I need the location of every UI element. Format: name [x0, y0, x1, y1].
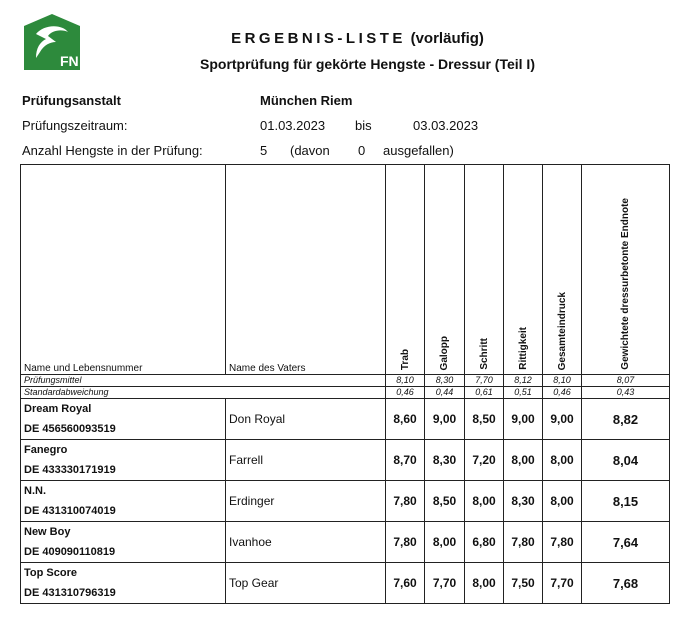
count-out: 0 — [358, 143, 366, 158]
score-cell: 8,60 — [386, 399, 425, 440]
mean-value: 8,10 — [386, 375, 425, 387]
report-title — [0, 30, 695, 47]
period-label: Prüfungszeitraum: — [22, 118, 128, 133]
score-cell: 9,00 — [543, 399, 582, 440]
period-to: 03.03.2023 — [413, 118, 479, 133]
mean-value: 8,07 — [582, 375, 670, 387]
score-cell: 8,00 — [543, 440, 582, 481]
sire-name: Don Royal — [226, 399, 386, 440]
venue-value: München Riem — [260, 93, 353, 108]
horse-number: DE 431310796319 — [24, 587, 116, 599]
score-cell: 8,30 — [425, 440, 465, 481]
score-cell: 8,00 — [465, 481, 504, 522]
table-row — [21, 440, 670, 481]
results-table — [20, 164, 670, 604]
horse-number: DE 456560093519 — [24, 423, 116, 435]
sd-value: 0,44 — [425, 387, 465, 399]
horse-number: DE 433330171919 — [24, 464, 116, 476]
count-value: 5 — [260, 143, 268, 158]
score-cell: 7,80 — [386, 481, 425, 522]
report-subtitle: Sportprüfung für gekörte Hengste - Dressur (Teil I) — [200, 56, 535, 72]
col-header-rittigkeit: Rittigkeit — [517, 327, 529, 370]
score-cell: 8,00 — [465, 563, 504, 604]
mean-value: 8,12 — [504, 375, 543, 387]
sire-name: Top Gear — [226, 563, 386, 604]
table-row — [21, 481, 670, 522]
col-name-header: Name und Lebensnummer — [24, 363, 143, 374]
mean-value: 7,70 — [465, 375, 504, 387]
score-cell: 6,80 — [465, 522, 504, 563]
score-cell: 8,50 — [425, 481, 465, 522]
count-suffix: ausgefallen) — [383, 143, 454, 158]
final-score-cell: 8,82 — [582, 399, 670, 440]
sd-value: 0,46 — [386, 387, 425, 399]
final-score-cell: 8,04 — [582, 440, 670, 481]
period-bis: bis — [355, 118, 372, 133]
sd-row — [21, 387, 670, 399]
col-header-endnote: Gewichtete dressurbetonte Endnote — [620, 198, 631, 370]
final-score-cell: 7,64 — [582, 522, 670, 563]
sd-value: 0,43 — [582, 387, 670, 399]
sire-name: Ivanhoe — [226, 522, 386, 563]
horse-name: N.N. — [24, 485, 46, 497]
final-score-cell: 7,68 — [582, 563, 670, 604]
score-cell: 7,80 — [386, 522, 425, 563]
col-header-schritt: Schritt — [478, 338, 490, 370]
score-cell: 8,50 — [465, 399, 504, 440]
score-cell: 8,30 — [504, 481, 543, 522]
mean-row — [21, 375, 670, 387]
sire-name: Farrell — [226, 440, 386, 481]
table-row — [21, 522, 670, 563]
mean-value: 8,30 — [425, 375, 465, 387]
final-score-cell: 8,15 — [582, 481, 670, 522]
count-davon: (davon — [290, 143, 330, 158]
period-from: 01.03.2023 — [260, 118, 326, 133]
score-cell: 7,70 — [425, 563, 465, 604]
sd-value: 0,46 — [543, 387, 582, 399]
horse-number: DE 431310074019 — [24, 505, 116, 517]
score-cell: 9,00 — [504, 399, 543, 440]
score-cell: 8,00 — [504, 440, 543, 481]
title-suffix: (vorläufig) — [410, 30, 484, 47]
score-cell: 7,50 — [504, 563, 543, 604]
score-cell: 7,70 — [543, 563, 582, 604]
score-cell: 7,20 — [465, 440, 504, 481]
count-label: Anzahl Hengste in der Prüfung: — [22, 143, 203, 158]
col-header-trab: Trab — [399, 348, 411, 370]
score-cell: 9,00 — [425, 399, 465, 440]
sire-name: Erdinger — [226, 481, 386, 522]
sd-value: 0,51 — [504, 387, 543, 399]
score-cell: 8,70 — [386, 440, 425, 481]
col-header-galopp: Galopp — [439, 335, 450, 370]
horse-name: New Boy — [24, 526, 71, 538]
score-cell: 8,00 — [543, 481, 582, 522]
mean-value: 8,10 — [543, 375, 582, 387]
col-header-gesamteindruck: Gesamteindruck — [556, 291, 568, 370]
horse-name: Dream Royal — [24, 403, 92, 415]
table-row — [21, 399, 670, 440]
score-cell: 8,00 — [425, 522, 465, 563]
score-cell: 7,60 — [386, 563, 425, 604]
horse-name: Top Score — [24, 567, 77, 579]
horse-number: DE 409090110819 — [24, 546, 116, 558]
col-sire-header: Name des Vaters — [229, 363, 306, 374]
sd-label: Standardabweichung — [21, 387, 386, 399]
header-row — [21, 165, 670, 375]
mean-label: Prüfungsmittel — [21, 375, 386, 387]
score-cell: 7,80 — [504, 522, 543, 563]
horse-name: Fanegro — [24, 444, 68, 456]
sd-value: 0,61 — [465, 387, 504, 399]
logo-text: FN — [60, 53, 79, 69]
title-main: ERGEBNIS-LISTE — [231, 30, 406, 47]
venue-label: Prüfungsanstalt — [22, 93, 121, 108]
table-row — [21, 563, 670, 604]
score-cell: 7,80 — [543, 522, 582, 563]
